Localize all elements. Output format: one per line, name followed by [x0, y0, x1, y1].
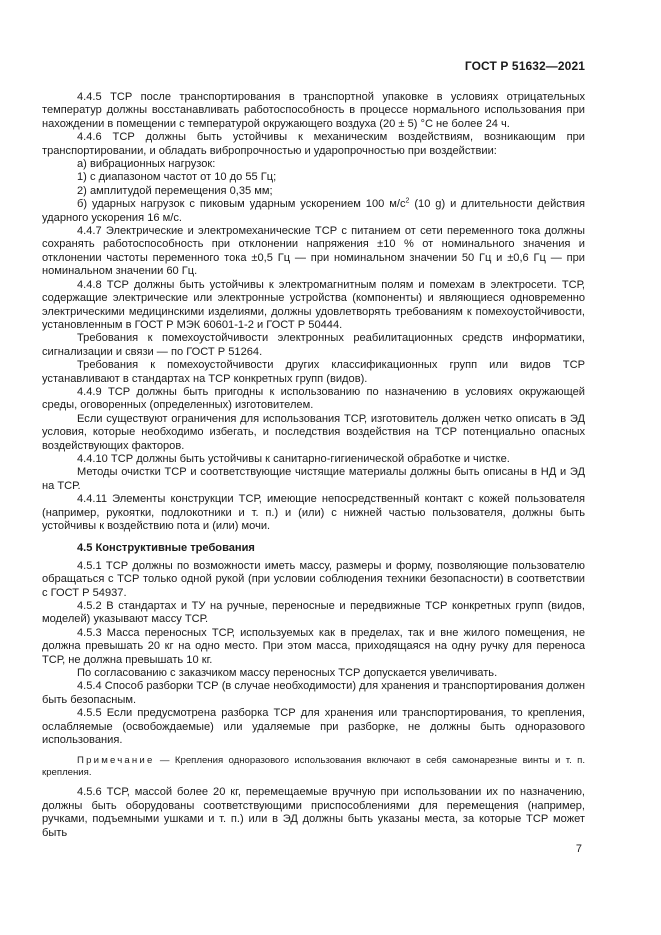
list-item-shock	[42, 198, 585, 225]
clause-4-4-9: 4.4.9 ТСР должны быть пригодны к использованию по назначению в условиях окружающей среды, оговоренных (определенных) изготовителем.	[42, 385, 585, 412]
note-text: — Крепления одноразового использования включают в себя самонарезные винты и т. п. крепления.	[42, 754, 585, 778]
page-number: 7	[575, 843, 582, 855]
list-item: а) вибрационных нагрузок:	[77, 158, 216, 171]
paragraph: Требования к помехоустойчивости других классификационных групп или видов ТСР устанавливают в стандартах на ТСР конкретных групп (видов).	[42, 359, 585, 385]
clause-4-5-5: 4.5.5 Если предусмотрена разборка ТСР для хранения или транспортирования, то крепления, ослабляемые (освобождаемые) или удаляемые при разборке, не должны быть одноразового использования.	[42, 707, 585, 747]
note-label: Примечание	[77, 754, 155, 766]
clause-4-5-6: 4.5.6 ТСР, массой более 20 кг, перемещаемые вручную при использовании их по назначению, должны быть оборудованы соответствующими приспособлениями для перемещения (например, ручками, подъемными ушками и т. п.) или в ЭД должны быть указаны места, за которые ТСР может быть	[42, 786, 585, 839]
document-header: ГОСТ Р 51632—2021	[464, 59, 585, 73]
list-item: 2) амплитудой перемещения 0,35 мм;	[77, 184, 273, 197]
shock-text-after: (10 g) и длительности действия ударного ускорения 16 м/с.	[42, 198, 585, 224]
document-body	[42, 91, 585, 840]
clause-4-4-6: 4.4.6 ТСР должны быть устойчивы к механическим воздействиям, возникающим при транспортировании, и обладать вибропрочностью и ударопрочностью при воздействии:	[42, 131, 585, 157]
list-item: 1) с диапазоном частот от 10 до 55 Гц;	[77, 171, 277, 184]
clause-4-5-1: 4.5.1 ТСР должны по возможности иметь массу, размеры и форму, позволяющие пользователю обращаться с ТСР только одной рукой (при условии соблюдения техники безопасности) в соответствии с ГОСТ Р 54937.	[42, 559, 585, 599]
clause-4-4-11: 4.4.11 Элементы конструкции ТСР, имеющие непосредственный контакт с кожей пользователя (например, рукоятки, подлокотники и т. п.) и (или) с нижней частью пользователя, должны быть устойчивы к воздействию пота и (или) мочи.	[42, 493, 585, 532]
clause-4-5-2: 4.5.2 В стандартах и ТУ на ручные, переносные и передвижные ТСР конкретных групп (видов, моделей) указывают массу ТСР.	[42, 600, 585, 626]
clause-4-4-8: 4.4.8 ТСР должны быть устойчивы к электромагнитным полям и помехам в электросети. ТСР, содержащие электрические или электронные устройства (компоненты) и являющиеся одновременно электрическими медицинскими изделиями, должны удовлетворять требованиям к помехоустойчивости, установленным в ГОСТ Р МЭК 60601-1-2 и ГОСТ Р 50444.	[42, 278, 585, 331]
paragraph: Если существуют ограничения для использования ТСР, изготовитель должен четко описать в ЭД условия, которые необходимо избегать, и последствия воздействия на ТСР потенциально опасных воздействующих факторов.	[42, 412, 585, 452]
clause-4-5-3: 4.5.3 Масса переносных ТСР, используемых как в пределах, так и вне жилого помещения, не должна превышать 20 кг на одно место. При этом масса, приходящаяся на одну ручку для переноса ТСР, не должна превышать 10 кг.	[42, 626, 585, 666]
superscript: 2	[405, 197, 410, 205]
clause-4-4-5: 4.4.5 ТСР после транспортирования в транспортной упаковке в условиях отрицательных температур должны восстанавливать работоспособность в процессе нормального использования при нахождении в помещении с температурой окружающего воздуха (20 ± 5) °C не более 24 ч.	[42, 91, 585, 130]
paragraph: Методы очистки ТСР и соответствующие чистящие материалы должны быть описаны в НД и ЭД на ТСР.	[42, 466, 585, 492]
note	[42, 755, 585, 780]
section-heading: 4.5 Конструктивные требования	[77, 542, 255, 555]
clause-4-4-7: 4.4.7 Электрические и электромеханические ТСР с питанием от сети переменного тока должны сохранять работоспособность при отклонении напряжения ±10 % от номинального значения и отклонении частоты переменного тока ±0,5 Гц — при номинальном значении 50 Гц и ±0,6 Гц — при номинальном значении 60 Гц.	[42, 225, 585, 278]
paragraph: Требования к помехоустойчивости электронных реабилитационных средств информатики, сигнализации и связи — по ГОСТ Р 51264.	[42, 332, 585, 358]
paragraph: По согласованию с заказчиком массу переносных ТСР допускается увеличивать.	[77, 667, 498, 680]
shock-text-before: б) ударных нагрузок с пиковым ударным ускорением 100 м/с	[77, 198, 406, 211]
clause-4-5-4: 4.5.4 Способ разборки ТСР (в случае необходимости) для хранения и транспортирования должен быть безопасным.	[42, 680, 585, 706]
clause-4-4-10: 4.4.10 ТСР должны быть устойчивы к санитарно-гигиенической обработке и чистке.	[77, 452, 510, 465]
